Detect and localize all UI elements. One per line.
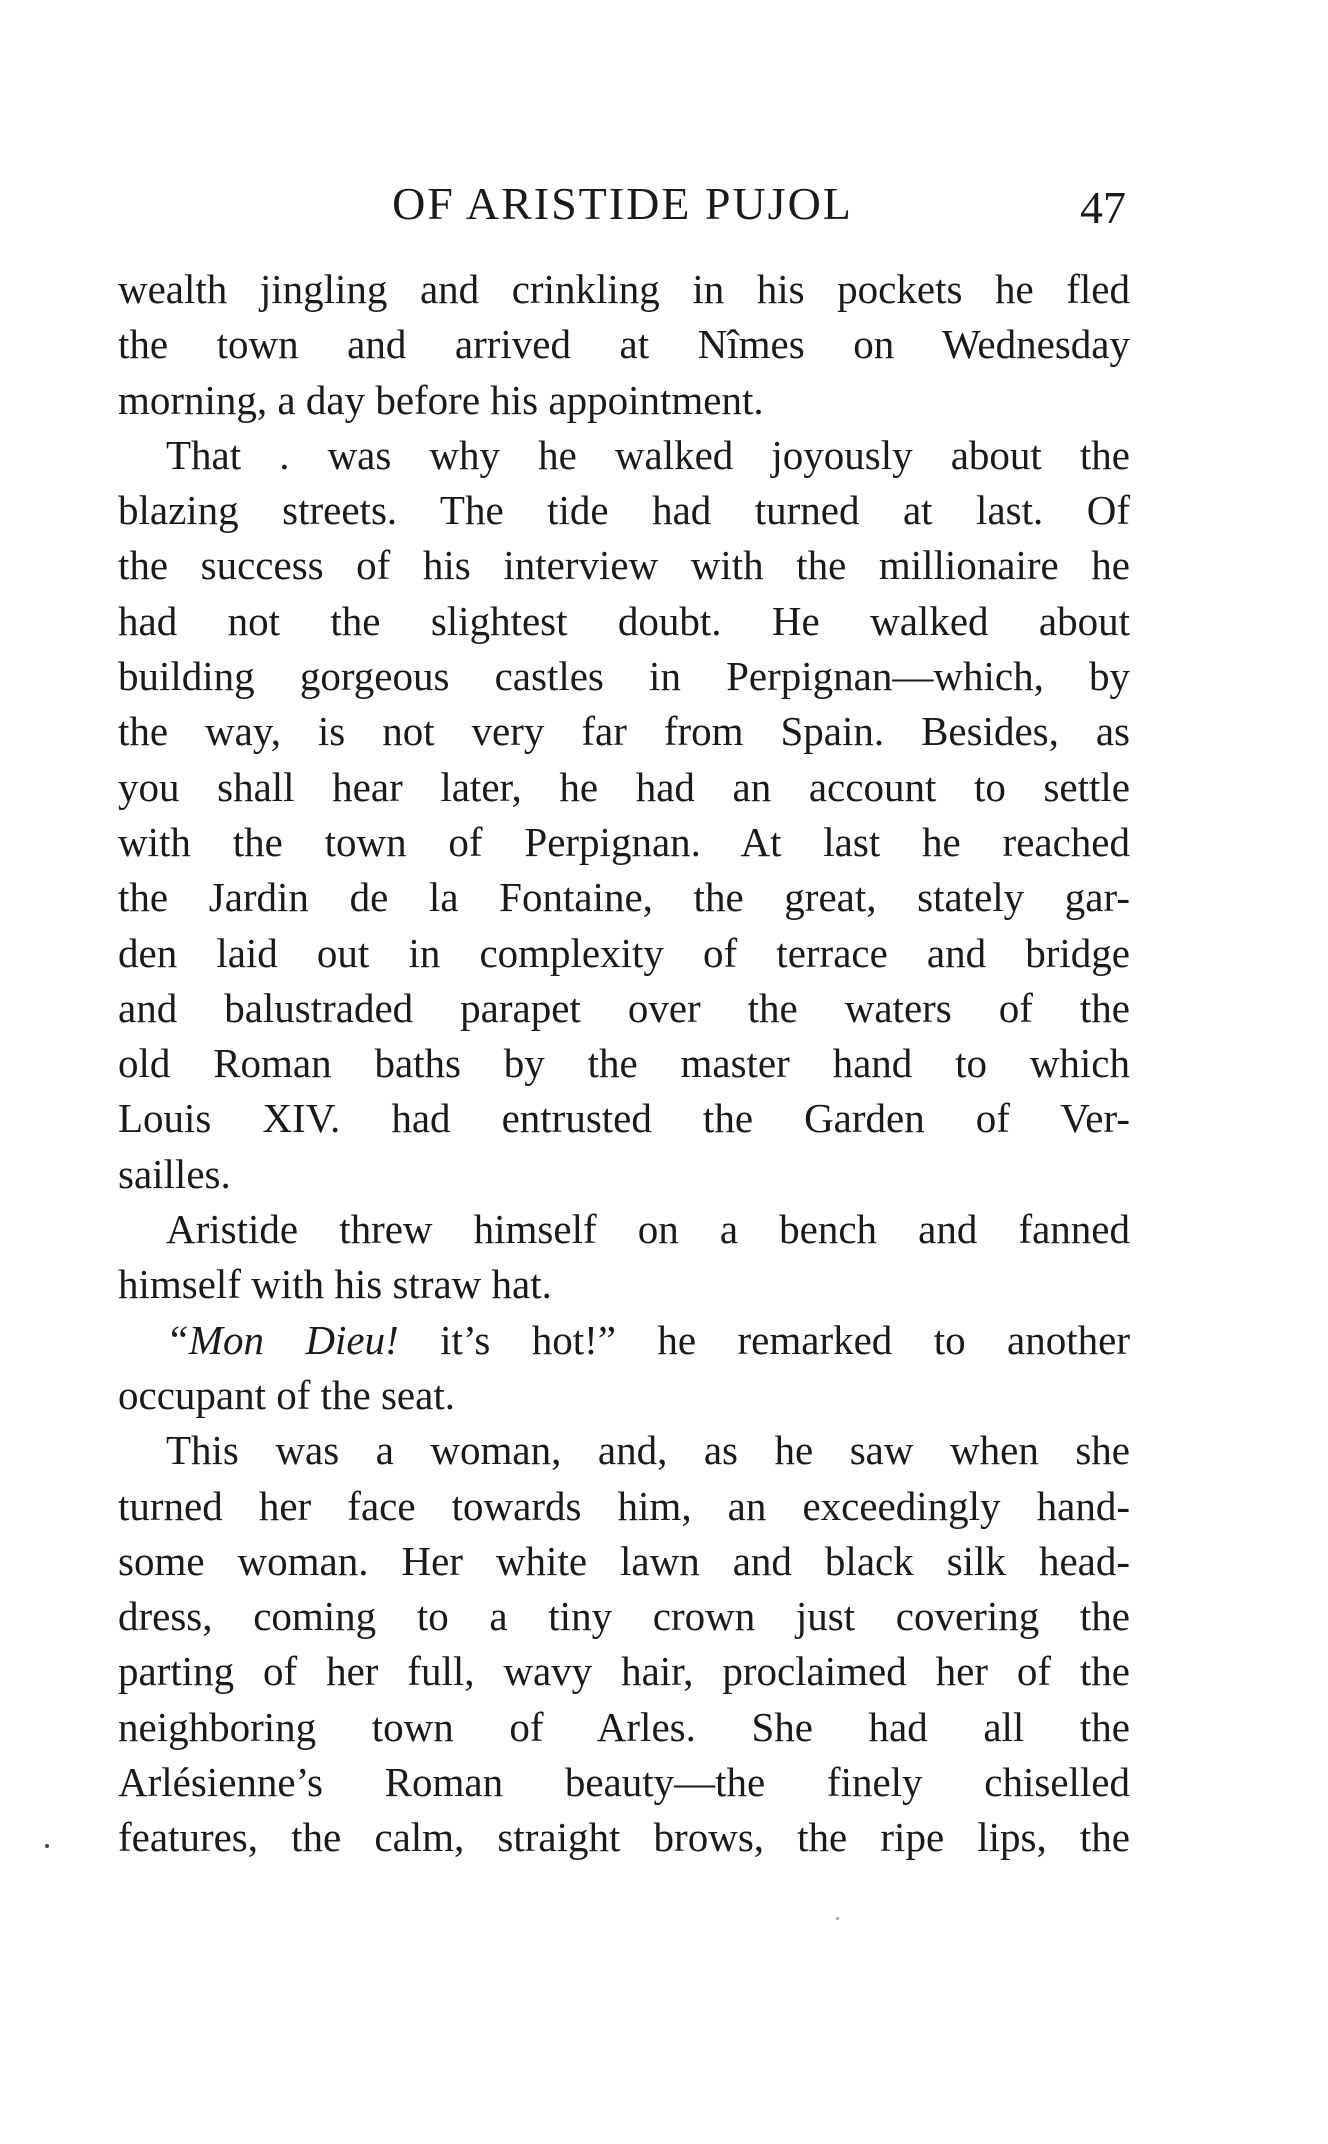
italic-exclamation: “Mon Dieu!: [166, 1316, 399, 1363]
text-line: Arlésienne’s Roman beauty—the finely chiselled: [118, 1759, 1130, 1806]
text-line: you shall hear later, he had an account to settle: [118, 763, 1130, 810]
text-line: the town and arrived at Nîmes on Wednesday: [118, 321, 1130, 368]
ink-speck: [836, 1917, 839, 1920]
text-line: wealth jingling and crinkling in his pockets he fled: [118, 266, 1130, 312]
text-line: neighboring town of Arles. She had all the: [118, 1703, 1130, 1750]
text-line: with the town of Perpignan. At last he reached: [118, 818, 1130, 865]
text-line: dress, coming to a tiny crown just covering the: [118, 1593, 1130, 1640]
text-line: parting of her full, wavy hair, proclaimed her of the: [118, 1648, 1130, 1695]
text-line: himself with his straw hat.: [118, 1261, 552, 1308]
text-line: turned her face towards him, an exceedingly hand-: [118, 1482, 1130, 1529]
page-number: 47: [1080, 182, 1126, 233]
running-title: OF ARISTIDE PUJOL: [392, 178, 853, 229]
paragraph-first-line: This was a woman, and, as he saw when she: [166, 1427, 1130, 1474]
paragraph-first-line: That . was why he walked joyously about the: [166, 431, 1130, 478]
text-line: old Roman baths by the master hand to which: [118, 1040, 1130, 1087]
text-line: occupant of the seat.: [118, 1371, 455, 1418]
text-line: Louis XIV. had entrusted the Garden of Ver-: [118, 1095, 1130, 1142]
body-text: [118, 262, 1130, 1866]
text-line: the Jardin de la Fontaine, the great, stately gar-: [118, 874, 1130, 921]
line-continuation: it’s hot!” he remarked to another: [398, 1316, 1130, 1363]
text-line: the success of his interview with the millionaire he: [118, 542, 1130, 589]
text-line: blazing streets. The tide had turned at last. Of: [118, 487, 1130, 534]
text-line: some woman. Her white lawn and black silk head-: [118, 1537, 1130, 1584]
text-line: morning, a day before his appointment.: [118, 376, 764, 423]
running-head: [115, 172, 1130, 236]
ink-speck: [45, 1844, 49, 1848]
text-line: den laid out in complexity of terrace and bridge: [118, 929, 1130, 976]
paragraph-first-line: Aristide threw himself on a bench and fanned: [166, 1206, 1130, 1253]
text-line: had not the slightest doubt. He walked about: [118, 597, 1130, 644]
text-line: and balustraded parapet over the waters of the: [118, 984, 1130, 1031]
text-line: sailles.: [118, 1150, 231, 1197]
text-line: building gorgeous castles in Perpignan—which, by: [118, 653, 1130, 700]
paragraph-first-line: [118, 1313, 1130, 1368]
text-line: the way, is not very far from Spain. Besides, as: [118, 708, 1130, 755]
text-line: features, the calm, straight brows, the ripe lips, the: [118, 1814, 1130, 1861]
